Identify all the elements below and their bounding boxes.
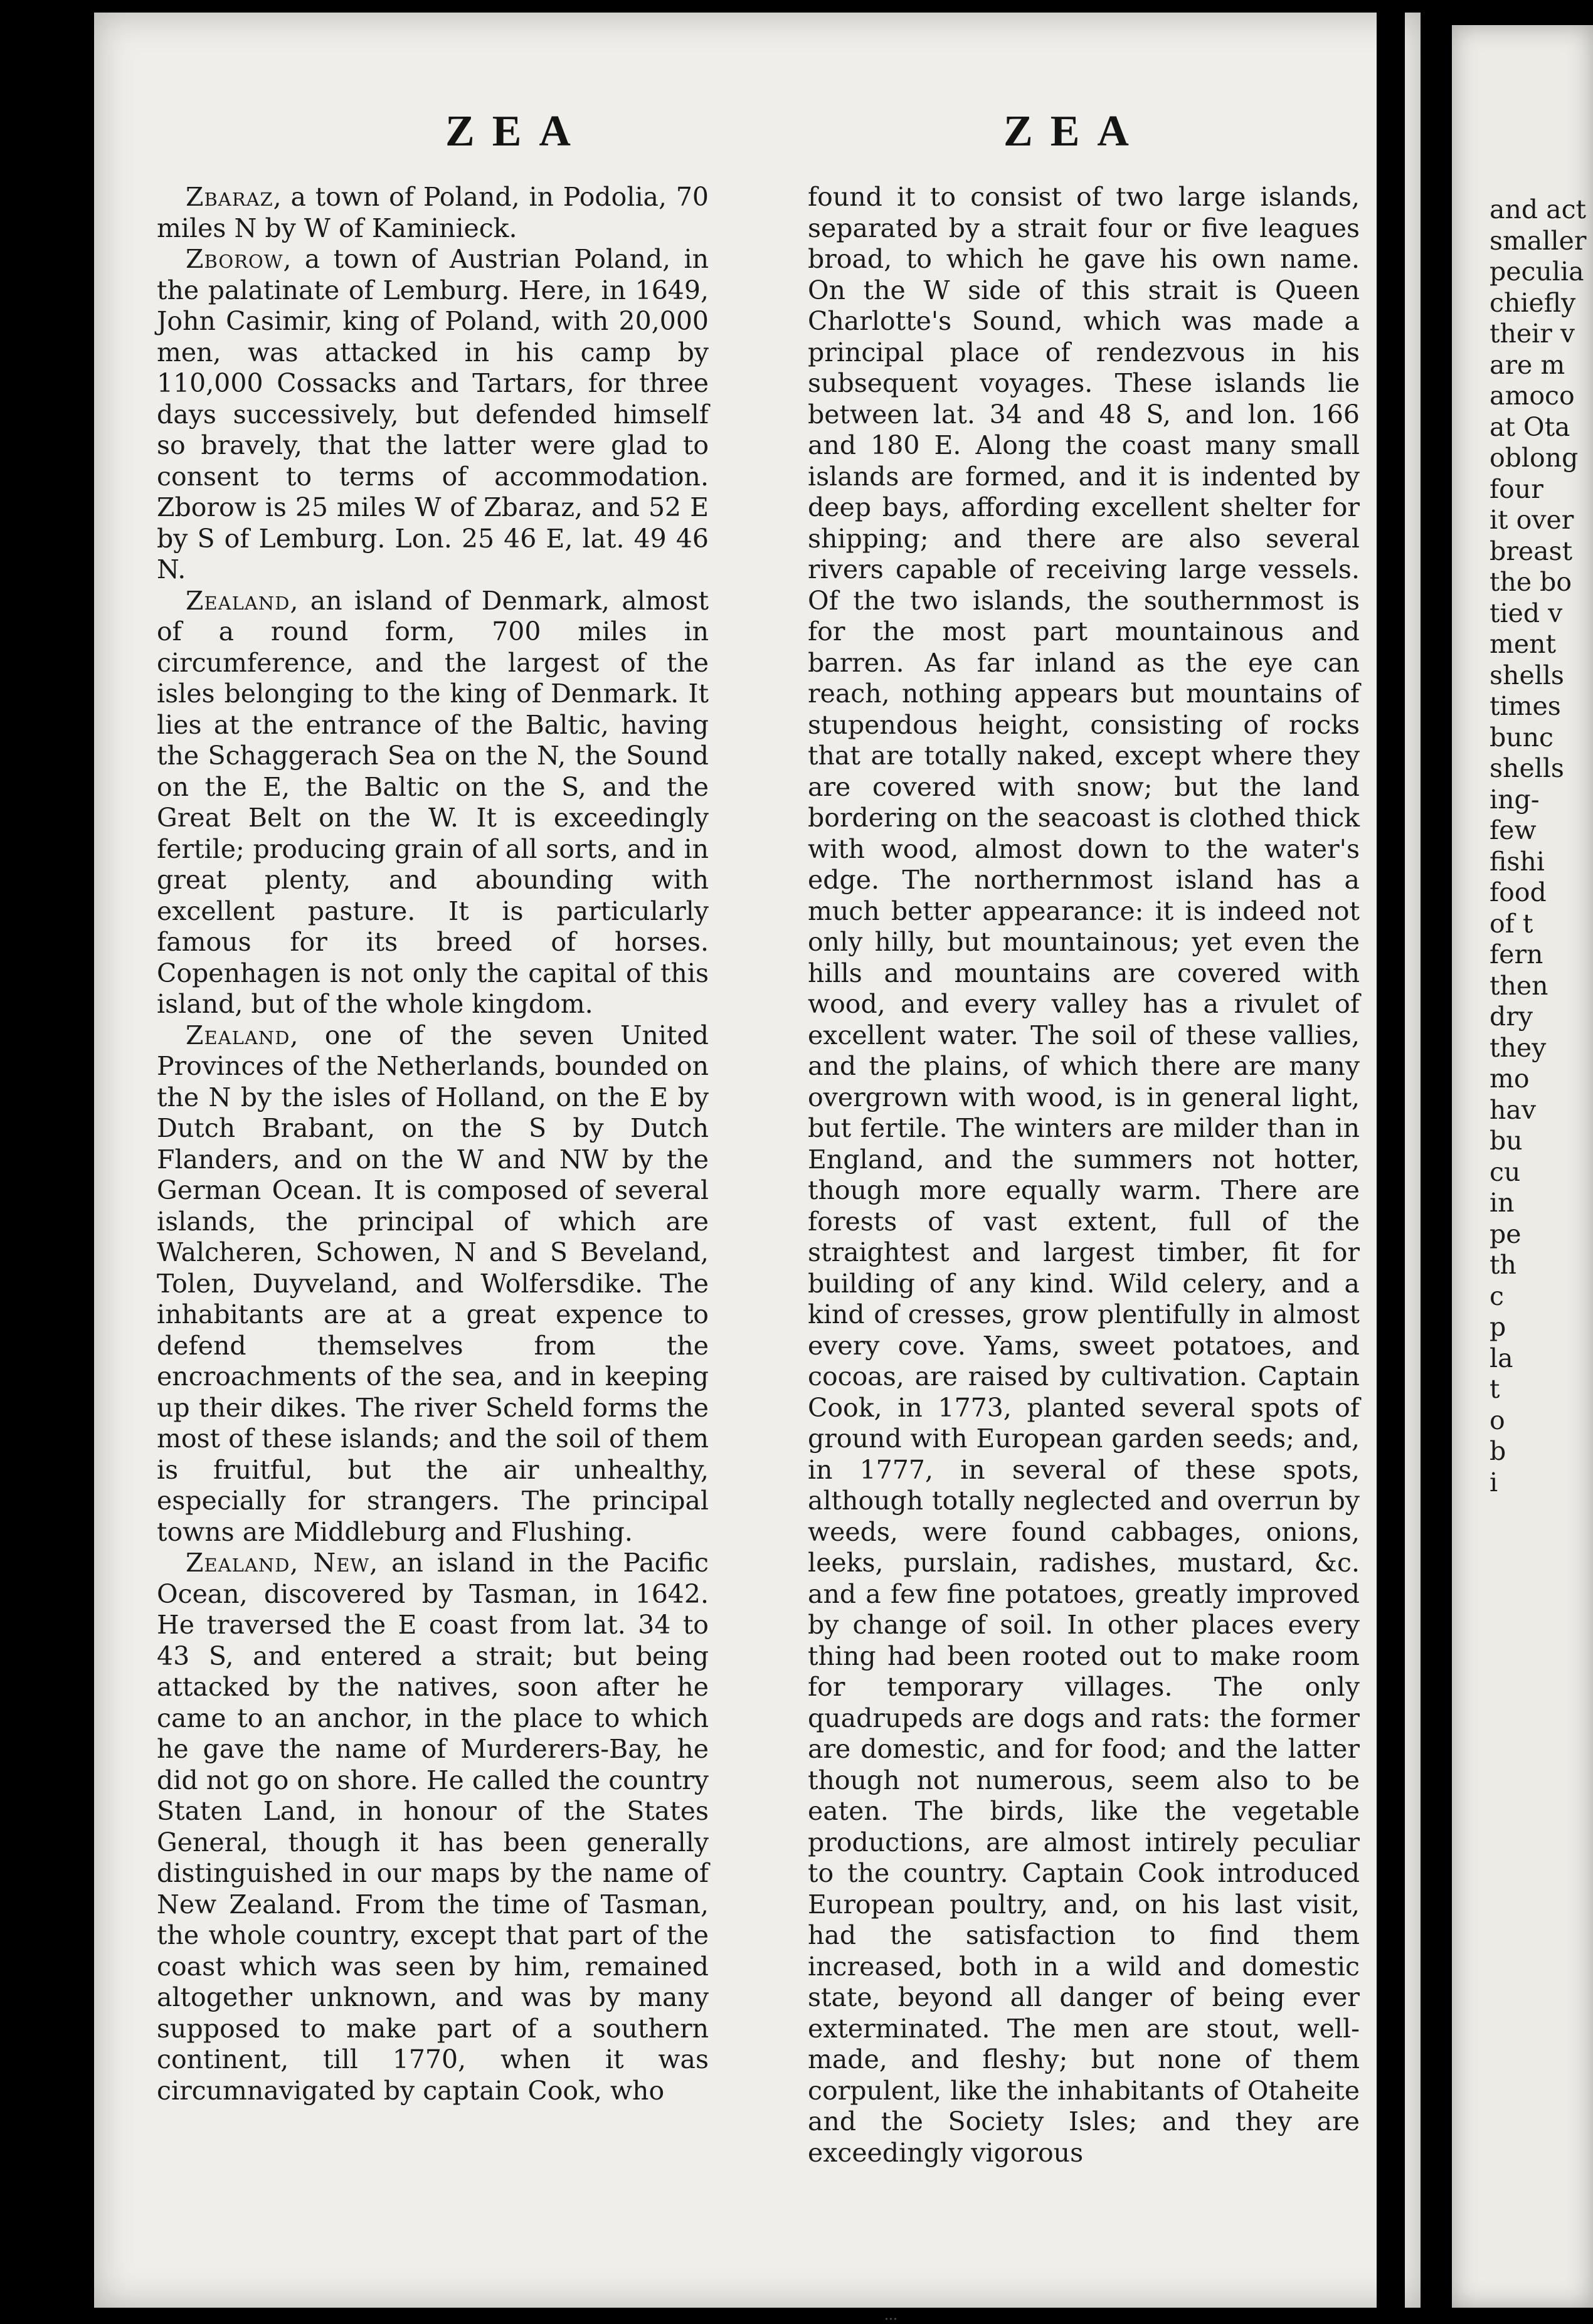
next-page-line: t (1490, 1374, 1500, 1404)
entry-zealand-denmark (157, 586, 709, 1020)
entry-headword: Zealand (186, 1020, 290, 1050)
next-page-line: i (1490, 1467, 1498, 1497)
next-page-line: bu (1490, 1126, 1523, 1156)
next-page-line: in (1490, 1188, 1515, 1218)
next-page-line: the bo (1490, 567, 1572, 597)
page-gutter (1377, 0, 1405, 2324)
next-page-line: b (1490, 1436, 1506, 1466)
next-page-line: pe (1490, 1218, 1522, 1249)
entry-headword: Zealand, New (186, 1548, 370, 1578)
next-page-line: at Ota (1490, 411, 1570, 442)
running-head-left: ZEA (445, 107, 588, 156)
next-page-line: o (1490, 1405, 1505, 1435)
entry-zealand-new (157, 1548, 709, 2106)
next-page-line: it over (1490, 505, 1574, 535)
next-page-line: they (1490, 1032, 1547, 1063)
next-page-line: smaller (1490, 225, 1587, 256)
entry-text: , a town of Austrian Poland, in the palatinate of Lemburg. Here, in 1649, John Casimir, king of Poland, with 20,000 men, was attacked in his camp by 110,000 Cossacks and Tartars, for three days successively, but defended himself so bravely, that the latter were glad to consent to terms of accommodation. Zborow is 25 miles W of Zbaraz, and 52 E by S of Lemburg. Lon. 25 46 E, lat. 49 46 N. (157, 244, 709, 584)
next-page-line: dry (1490, 1001, 1533, 1032)
next-page-line: tied v (1490, 598, 1563, 628)
entry-headword: Zealand (186, 585, 290, 616)
next-page-line: fern (1490, 939, 1543, 969)
entry-zealand-new-continued: found it to consist of two large islands, separated by a strait four or five leagues broad, to which he gave his own name. On the W side of this strait is Queen Charlotte's Sound, which was made a principal place of rendezvous in his subsequent voyages. These islands lie between lat. 34 and 48 S, and lon. 166 and 180 E. Along the coast many small islands are formed, and it is indented by deep bays, affording excellent shelter for shipping; and there are also several rivers capable of receiving large vessels. Of the two islands, the southernmost is for the most part mountainous and barren. As far inland as the eye can reach, nothing appears but mountains of stupendous height, consisting of rocks that are totally naked, except where they are covered with snow; but the land bordering on the seacoast is clothed thick with wood, almost down to the water's edge. The northernmost island has a much better appearance: it is indeed not only hilly, but mountainous; yet even the hills and mountains are covered with wood, and every valley has a rivulet of excellent water. The soil of these vallies, and the plains, of which there are many overgrown with wood, is in general light, but fertile. The winters are milder than in England, and the summers not hotter, though more equally warm. There are forests of vast extent, full of the straightest and largest timber, fit for building of any kind. Wild celery, and a kind of cresses, grow plentifully in almost every cove. Yams, sweet potatoes, and cocoas, are raised by cultivation. Captain Cook, in 1773, planted several spots of ground with European garden seeds; and, in 1777, in several of these spots, although totally neglected and overrun by weeds, were found cabbages, onions, leeks, purslain, radishes, mustard, &c. and a few fine potatoes, greatly improved by change of soil. In other places every thing had been rooted out to make room for temporary villages. The only quadrupeds are dogs and rats: the former are domestic, and for food; and the latter though not numerous, seem also to be eaten. The birds, like the vegetable productions, are almost intirely peculiar to the country. Captain Cook introduced European poultry, and, on his last visit, had the satisfaction to find them increased, both in a wild and domestic state, beyond all danger of being ever exterminated. The men are stout, well-made, and fleshy; but none of them corpulent, like the inhabitants of Otaheite and the Society Isles; and they are exceedingly vigorous (808, 182, 1360, 2168)
next-page-line: shells (1490, 660, 1564, 690)
next-page-line: ment (1490, 629, 1557, 659)
next-page-line: food (1490, 877, 1547, 907)
entry-headword: Zborow (186, 244, 283, 274)
next-page-line: few (1490, 815, 1537, 845)
next-page-line: la (1490, 1343, 1513, 1373)
next-page-line: peculia (1490, 256, 1584, 287)
next-page-fragments (1490, 194, 1593, 1498)
next-page-line: c (1490, 1281, 1504, 1311)
running-head-right: ZEA (1003, 107, 1146, 156)
left-column (157, 182, 709, 2106)
next-page-line: four (1490, 473, 1543, 504)
next-page-line: bunc (1490, 722, 1554, 753)
entry-text: , an island of Denmark, almost of a round form, 700 miles in circumference, and the largest of the isles belonging to the king of Denmark. It lies at the entrance of the Baltic, having the Schaggerach Sea on the N, the Sound on the E, the Baltic on the S, and the Great Belt on the W. It is exceedingly fertile; producing grain of all sorts, and in great plenty, and abounding with excellent pasture. It is particularly famous for its breed of horses. Copenhagen is not only the capital of this island, but of the whole kingdom. (157, 585, 709, 1019)
entry-text: , one of the seven United Provinces of the Netherlands, bounded on the N by the isles of Holland, on the E by Dutch Brabant, on the S by Dutch Flanders, and on the W and NW by the German Ocean. It is composed of several islands, the principal of which are Walcheren, Schowen, N and S Beveland, Tolen, Duyveland, and Wolfersdike. The inhabitants are at a great expence to defend themselves from the encroachments of the sea, and in keeping up their dikes. The river Scheld forms the most of these islands; and the soil of them is fruitful, but the air unhealthy, especially for strangers. The principal towns are Middleburg and Flushing. (157, 1020, 709, 1547)
next-page-line: and act (1490, 194, 1587, 224)
next-page-line: ing- (1490, 784, 1540, 815)
next-page-line: breast (1490, 536, 1573, 566)
entry-headword: Zbaraz (186, 182, 273, 212)
entry-text: , an island in the Pacific Ocean, discovered by Tasman, in 1642. He traversed the E coast from lat. 34 to 43 S, and entered a strait; but being attacked by the natives, soon after he came to an anchor, in the place to which he gave the name of Murderers-Bay, he did not go on shore. He called the country Staten Land, in honour of the States General, though it has been generally distinguished in our maps by the name of New Zealand. From the time of Tasman, the whole country, except that part of the coast which was seen by him, remained altogether unknown, and was by many supposed to make part of a southern continent, till 1770, when it was circumnavigated by captain Cook, who (157, 1548, 709, 2106)
next-page-line: mo (1490, 1064, 1530, 1094)
next-page-line: times (1490, 691, 1561, 721)
next-page-line: of t (1490, 908, 1533, 939)
next-page-line: fishi (1490, 846, 1545, 877)
next-page-line: their v (1490, 319, 1575, 349)
book-page (94, 13, 1421, 2323)
next-page-line: th (1490, 1250, 1516, 1280)
next-page-line: hav (1490, 1094, 1537, 1125)
next-page-line: shells (1490, 753, 1564, 783)
entry-zealand-netherlands (157, 1020, 709, 1548)
next-page-line: p (1490, 1312, 1506, 1342)
next-page-line: then (1490, 970, 1548, 1001)
entry-zborow (157, 244, 709, 586)
next-page-line: chiefly (1490, 287, 1576, 318)
next-page-line: oblong (1490, 443, 1579, 473)
right-column (808, 182, 1360, 2168)
next-page-edge (1452, 25, 1593, 2308)
next-page-line: cu (1490, 1156, 1521, 1187)
next-page-line: are m (1490, 349, 1565, 380)
next-page-line: amoco (1490, 381, 1575, 411)
footer-mark: ... (884, 2308, 897, 2323)
entry-zbaraz (157, 182, 709, 244)
entry-text: , a town of Poland, in Podolia, 70 miles N by W of Kaminieck. (157, 182, 709, 243)
